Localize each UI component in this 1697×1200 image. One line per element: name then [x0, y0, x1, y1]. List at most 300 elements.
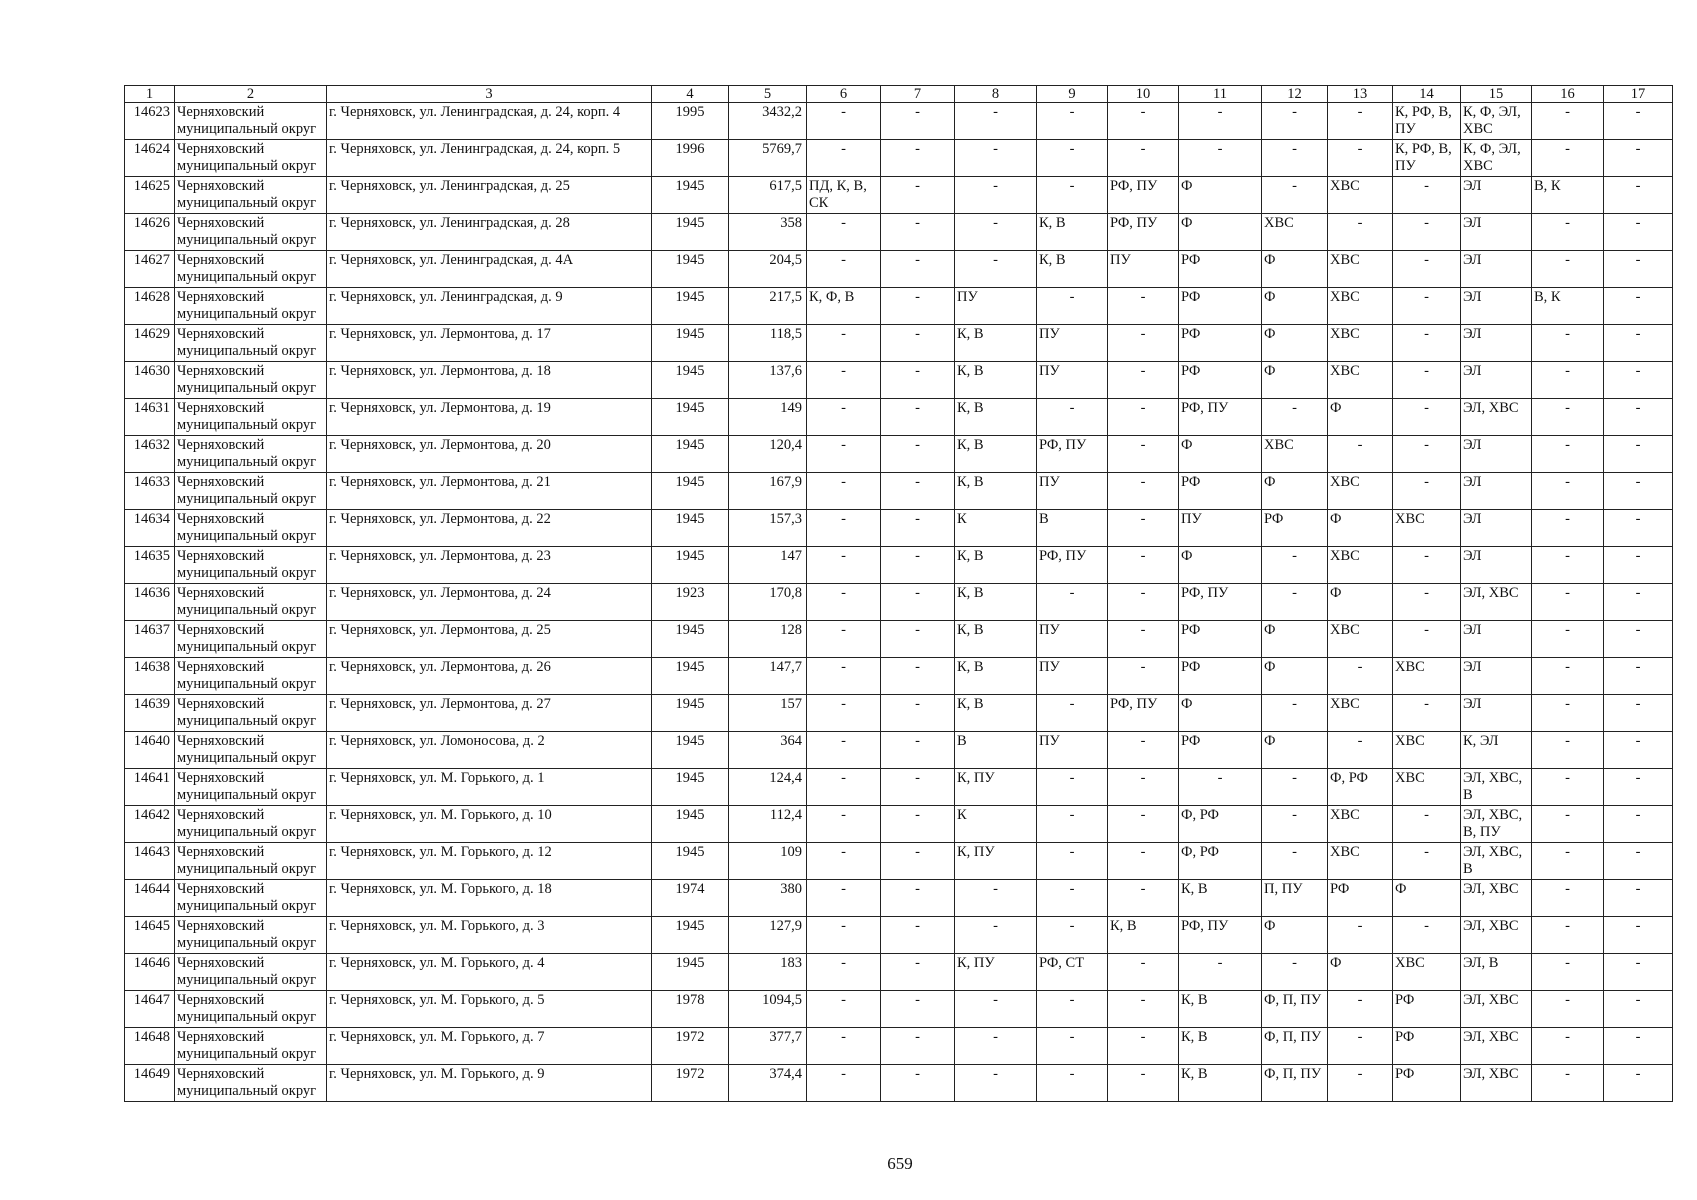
table-cell: - — [1532, 510, 1604, 547]
table-cell: К, В — [955, 325, 1037, 362]
table-cell: ЭЛ, ХВС — [1461, 991, 1532, 1028]
table-cell: Черняховский муниципальный округ — [175, 436, 327, 473]
table-cell: ЭЛ — [1461, 251, 1532, 288]
table-cell: г. Черняховск, ул. Лермонтова, д. 22 — [327, 510, 652, 547]
table-cell: - — [807, 954, 881, 991]
table-cell: 14630 — [125, 362, 175, 399]
table-cell: Черняховский муниципальный округ — [175, 362, 327, 399]
table-cell: ХВС — [1393, 769, 1461, 806]
table-cell: - — [881, 584, 955, 621]
table-cell: 1978 — [652, 991, 729, 1028]
table-cell: г. Черняховск, ул. М. Горького, д. 5 — [327, 991, 652, 1028]
table-cell: ПУ — [1037, 473, 1108, 510]
table-cell: - — [1108, 547, 1179, 584]
table-cell: К, В — [1179, 1065, 1262, 1102]
table-cell: - — [1604, 806, 1673, 843]
table-cell: Черняховский муниципальный округ — [175, 1065, 327, 1102]
table-row — [125, 547, 1673, 584]
table-cell: - — [807, 325, 881, 362]
table-cell: РФ — [1393, 1028, 1461, 1065]
table-cell: Ф — [1179, 214, 1262, 251]
table-cell: - — [807, 732, 881, 769]
table-cell: - — [955, 251, 1037, 288]
table-cell: - — [1108, 140, 1179, 177]
table-cell: 1945 — [652, 473, 729, 510]
table-cell: - — [1262, 177, 1328, 214]
table-cell: - — [1328, 658, 1393, 695]
table-cell: - — [1604, 1065, 1673, 1102]
table-cell: РФ — [1179, 621, 1262, 658]
table-cell: Черняховский муниципальный округ — [175, 732, 327, 769]
table-cell: ЭЛ — [1461, 325, 1532, 362]
table-cell: РФ, СТ — [1037, 954, 1108, 991]
column-header: 2 — [175, 86, 327, 103]
table-cell: - — [1604, 547, 1673, 584]
table-cell: - — [1532, 399, 1604, 436]
table-cell: - — [1604, 362, 1673, 399]
table-cell: - — [1037, 288, 1108, 325]
table-cell: Ф, П, ПУ — [1262, 1065, 1328, 1102]
table-cell: - — [1108, 954, 1179, 991]
table-cell: 1094,5 — [729, 991, 807, 1028]
table-cell: г. Черняховск, ул. М. Горького, д. 9 — [327, 1065, 652, 1102]
table-row — [125, 880, 1673, 917]
table-cell: 109 — [729, 843, 807, 880]
table-cell: 204,5 — [729, 251, 807, 288]
table-row — [125, 584, 1673, 621]
table-cell: 149 — [729, 399, 807, 436]
table-cell: ХВС — [1393, 954, 1461, 991]
table-cell: ХВС — [1328, 547, 1393, 584]
table-cell: К, В — [955, 621, 1037, 658]
table-cell: ХВС — [1328, 695, 1393, 732]
table-cell: - — [1108, 1065, 1179, 1102]
table-cell: К, В — [955, 362, 1037, 399]
column-header: 16 — [1532, 86, 1604, 103]
table-cell: ЭЛ, ХВС — [1461, 917, 1532, 954]
table-cell: - — [1604, 214, 1673, 251]
table-cell: РФ — [1179, 325, 1262, 362]
table-cell: Ф, П, ПУ — [1262, 991, 1328, 1028]
table-cell: - — [1604, 325, 1673, 362]
column-header: 15 — [1461, 86, 1532, 103]
table-cell: ЭЛ — [1461, 288, 1532, 325]
table-cell: - — [1179, 769, 1262, 806]
column-header: 10 — [1108, 86, 1179, 103]
table-header-row — [125, 86, 1673, 103]
table-cell: - — [807, 769, 881, 806]
table-cell: Черняховский муниципальный округ — [175, 547, 327, 584]
table-cell: 380 — [729, 880, 807, 917]
table-cell: РФ — [1179, 473, 1262, 510]
table-cell: ЭЛ — [1461, 510, 1532, 547]
table-cell: - — [1532, 658, 1604, 695]
table-cell: 1923 — [652, 584, 729, 621]
table-cell: - — [1037, 177, 1108, 214]
table-cell: РФ — [1179, 362, 1262, 399]
table-cell: В, К — [1532, 288, 1604, 325]
table-cell: РФ, ПУ — [1108, 214, 1179, 251]
table-cell: 1945 — [652, 954, 729, 991]
table-row — [125, 103, 1673, 140]
table-cell: Ф — [1179, 177, 1262, 214]
table-cell: - — [955, 214, 1037, 251]
table-cell: г. Черняховск, ул. Лермонтова, д. 19 — [327, 399, 652, 436]
table-cell: 14623 — [125, 103, 175, 140]
table-cell: РФ, ПУ — [1037, 547, 1108, 584]
table-cell: 1945 — [652, 658, 729, 695]
table-cell: ХВС — [1262, 214, 1328, 251]
table-cell: ЭЛ, ХВС, В — [1461, 769, 1532, 806]
table-row — [125, 362, 1673, 399]
table-row — [125, 436, 1673, 473]
table-cell: РФ — [1179, 251, 1262, 288]
table-cell: 1996 — [652, 140, 729, 177]
table-cell: РФ, ПУ — [1108, 695, 1179, 732]
table-cell: П, ПУ — [1262, 880, 1328, 917]
register-table — [124, 85, 1673, 1102]
table-cell: ХВС — [1393, 732, 1461, 769]
table-cell: - — [1604, 1028, 1673, 1065]
table-cell: - — [1604, 510, 1673, 547]
table-row — [125, 954, 1673, 991]
table-cell: Черняховский муниципальный округ — [175, 510, 327, 547]
table-cell: - — [955, 140, 1037, 177]
table-cell: г. Черняховск, ул. Лермонтова, д. 26 — [327, 658, 652, 695]
table-cell: - — [1328, 1065, 1393, 1102]
table-cell: Черняховский муниципальный округ — [175, 806, 327, 843]
table-cell: г. Черняховск, ул. Лермонтова, д. 20 — [327, 436, 652, 473]
table-cell: 1995 — [652, 103, 729, 140]
table-cell: Ф — [1179, 436, 1262, 473]
table-cell: - — [881, 251, 955, 288]
table-cell: 14635 — [125, 547, 175, 584]
table-cell: г. Черняховск, ул. М. Горького, д. 4 — [327, 954, 652, 991]
table-cell: - — [1262, 103, 1328, 140]
table-cell: - — [1532, 436, 1604, 473]
table-cell: - — [1262, 954, 1328, 991]
table-cell: - — [1393, 547, 1461, 584]
table-cell: - — [1328, 1028, 1393, 1065]
table-cell: Ф — [1262, 325, 1328, 362]
table-cell: г. Черняховск, ул. Ленинградская, д. 25 — [327, 177, 652, 214]
table-cell: - — [955, 177, 1037, 214]
table-cell: - — [1037, 1028, 1108, 1065]
table-cell: РФ, ПУ — [1179, 584, 1262, 621]
table-cell: Ф — [1328, 954, 1393, 991]
table-cell: 1945 — [652, 177, 729, 214]
table-cell: 1945 — [652, 288, 729, 325]
table-cell: К, Ф, В — [807, 288, 881, 325]
table-row — [125, 1028, 1673, 1065]
table-cell: 1974 — [652, 880, 729, 917]
column-header: 6 — [807, 86, 881, 103]
column-header: 7 — [881, 86, 955, 103]
table-cell: - — [1604, 695, 1673, 732]
table-row — [125, 251, 1673, 288]
table-cell: г. Черняховск, ул. Лермонтова, д. 21 — [327, 473, 652, 510]
table-cell: К, В — [955, 658, 1037, 695]
table-cell: К, В — [1179, 880, 1262, 917]
table-cell: ЭЛ — [1461, 695, 1532, 732]
table-cell: - — [1328, 103, 1393, 140]
table-cell: - — [1532, 325, 1604, 362]
table-cell: Черняховский муниципальный округ — [175, 991, 327, 1028]
table-cell: 1945 — [652, 547, 729, 584]
table-cell: К, В — [1037, 214, 1108, 251]
table-cell: 1945 — [652, 843, 729, 880]
table-cell: К — [955, 510, 1037, 547]
table-cell: - — [1604, 103, 1673, 140]
table-cell: Черняховский муниципальный округ — [175, 177, 327, 214]
table-cell: 217,5 — [729, 288, 807, 325]
table-cell: г. Черняховск, ул. Лермонтова, д. 27 — [327, 695, 652, 732]
table-cell: 14649 — [125, 1065, 175, 1102]
table-cell: Черняховский муниципальный округ — [175, 473, 327, 510]
table-cell: РФ — [1179, 288, 1262, 325]
table-cell: - — [1604, 584, 1673, 621]
table-cell: - — [1532, 140, 1604, 177]
table-cell: - — [1393, 584, 1461, 621]
table-cell: - — [1604, 917, 1673, 954]
table-cell: 1945 — [652, 399, 729, 436]
column-header: 11 — [1179, 86, 1262, 103]
table-cell: К, В — [955, 436, 1037, 473]
table-row — [125, 843, 1673, 880]
table-cell: - — [1328, 140, 1393, 177]
table-cell: - — [1179, 954, 1262, 991]
table-cell: - — [1108, 732, 1179, 769]
table-cell: 14644 — [125, 880, 175, 917]
table-cell: - — [807, 399, 881, 436]
table-cell: - — [1604, 399, 1673, 436]
table-cell: 14643 — [125, 843, 175, 880]
table-cell: - — [1108, 362, 1179, 399]
table-cell: - — [881, 140, 955, 177]
table-cell: - — [807, 880, 881, 917]
table-cell: 364 — [729, 732, 807, 769]
table-cell: Ф — [1262, 917, 1328, 954]
table-cell: - — [881, 954, 955, 991]
table-cell: - — [1532, 473, 1604, 510]
table-cell: ЭЛ, ХВС, В — [1461, 843, 1532, 880]
table-cell: - — [807, 695, 881, 732]
column-header: 4 — [652, 86, 729, 103]
table-cell: - — [1393, 917, 1461, 954]
table-cell: 1945 — [652, 325, 729, 362]
table-cell: - — [807, 510, 881, 547]
table-cell: - — [881, 843, 955, 880]
table-cell: - — [881, 917, 955, 954]
table-cell: - — [1037, 399, 1108, 436]
table-cell: - — [1532, 991, 1604, 1028]
column-header: 17 — [1604, 86, 1673, 103]
table-cell: К, ПУ — [955, 843, 1037, 880]
table-cell: ХВС — [1328, 362, 1393, 399]
table-cell: - — [807, 1065, 881, 1102]
table-cell: РФ — [1393, 1065, 1461, 1102]
table-cell: - — [1393, 399, 1461, 436]
table-cell: г. Черняховск, ул. Лермонтова, д. 24 — [327, 584, 652, 621]
table-cell: - — [1037, 880, 1108, 917]
table-cell: Ф — [1179, 695, 1262, 732]
table-cell: - — [1108, 584, 1179, 621]
table-cell: Черняховский муниципальный округ — [175, 917, 327, 954]
table-cell: - — [1532, 880, 1604, 917]
table-cell: РФ — [1262, 510, 1328, 547]
table-cell: - — [1532, 695, 1604, 732]
column-header: 14 — [1393, 86, 1461, 103]
table-row — [125, 1065, 1673, 1102]
table-cell: ПУ — [1108, 251, 1179, 288]
table-cell: РФ — [1328, 880, 1393, 917]
table-cell: Ф — [1328, 584, 1393, 621]
table-cell: - — [1604, 843, 1673, 880]
table-row — [125, 473, 1673, 510]
table-cell: 617,5 — [729, 177, 807, 214]
table-cell: - — [1604, 140, 1673, 177]
table-cell: - — [807, 843, 881, 880]
table-cell: 14628 — [125, 288, 175, 325]
table-cell: - — [1262, 399, 1328, 436]
table-cell: г. Черняховск, ул. Ломоносова, д. 2 — [327, 732, 652, 769]
table-cell: - — [1532, 732, 1604, 769]
table-cell: К, ЭЛ — [1461, 732, 1532, 769]
table-cell: - — [1532, 251, 1604, 288]
table-cell: 137,6 — [729, 362, 807, 399]
table-cell: 14632 — [125, 436, 175, 473]
table-cell: - — [1037, 584, 1108, 621]
table-cell: - — [1108, 806, 1179, 843]
table-row — [125, 732, 1673, 769]
table-row — [125, 621, 1673, 658]
table-cell: - — [1179, 103, 1262, 140]
table-cell: Черняховский муниципальный округ — [175, 103, 327, 140]
table-cell: - — [1604, 732, 1673, 769]
table-row — [125, 288, 1673, 325]
column-header: 9 — [1037, 86, 1108, 103]
table-cell: г. Черняховск, ул. М. Горького, д. 1 — [327, 769, 652, 806]
table-cell: 374,4 — [729, 1065, 807, 1102]
table-cell: - — [881, 103, 955, 140]
table-cell: - — [1108, 880, 1179, 917]
table-cell: Черняховский муниципальный округ — [175, 584, 327, 621]
table-cell: - — [955, 917, 1037, 954]
table-cell: - — [881, 880, 955, 917]
table-cell: ПД, К, В, СК — [807, 177, 881, 214]
table-cell: Ф — [1328, 399, 1393, 436]
table-row — [125, 917, 1673, 954]
table-cell: ЭЛ — [1461, 436, 1532, 473]
table-cell: 1945 — [652, 251, 729, 288]
table-cell: - — [1262, 547, 1328, 584]
table-cell: - — [955, 1028, 1037, 1065]
column-header: 8 — [955, 86, 1037, 103]
table-cell: 147 — [729, 547, 807, 584]
table-cell: ПУ — [1179, 510, 1262, 547]
table-cell: 1945 — [652, 769, 729, 806]
table-cell: Черняховский муниципальный округ — [175, 325, 327, 362]
table-cell: РФ, ПУ — [1179, 399, 1262, 436]
table-cell: ХВС — [1328, 621, 1393, 658]
table-cell: 1945 — [652, 214, 729, 251]
table-cell: ХВС — [1328, 843, 1393, 880]
table-cell: Ф — [1328, 510, 1393, 547]
table-cell: 1945 — [652, 917, 729, 954]
table-cell: - — [1393, 214, 1461, 251]
table-cell: ЭЛ — [1461, 473, 1532, 510]
table-cell: 377,7 — [729, 1028, 807, 1065]
table-cell: 14637 — [125, 621, 175, 658]
table-cell: - — [1393, 325, 1461, 362]
table-cell: 14633 — [125, 473, 175, 510]
table-cell: ПУ — [1037, 362, 1108, 399]
table-cell: К, В — [955, 473, 1037, 510]
table-cell: 1945 — [652, 806, 729, 843]
table-cell: г. Черняховск, ул. Ленинградская, д. 24, корп. 4 — [327, 103, 652, 140]
table-cell: ХВС — [1328, 806, 1393, 843]
table-cell: РФ, ПУ — [1108, 177, 1179, 214]
table-cell: - — [807, 362, 881, 399]
table-cell: - — [1262, 769, 1328, 806]
table-cell: РФ, ПУ — [1179, 917, 1262, 954]
table-cell: - — [1393, 843, 1461, 880]
table-cell: - — [1108, 510, 1179, 547]
table-cell: Черняховский муниципальный округ — [175, 954, 327, 991]
table-cell: - — [1393, 473, 1461, 510]
table-row — [125, 806, 1673, 843]
table-cell: РФ — [1393, 991, 1461, 1028]
table-cell: - — [1393, 177, 1461, 214]
table-cell: 14639 — [125, 695, 175, 732]
table-cell: ЭЛ, ХВС — [1461, 1065, 1532, 1102]
table-cell: РФ — [1179, 658, 1262, 695]
table-cell: - — [1108, 288, 1179, 325]
table-cell: - — [1393, 288, 1461, 325]
table-cell: г. Черняховск, ул. Ленинградская, д. 28 — [327, 214, 652, 251]
table-cell: - — [1532, 1065, 1604, 1102]
table-cell: ХВС — [1328, 473, 1393, 510]
table-cell: 1972 — [652, 1065, 729, 1102]
table-cell: - — [1037, 843, 1108, 880]
table-cell: К, В — [955, 584, 1037, 621]
table-cell: - — [1604, 177, 1673, 214]
table-cell: Ф, РФ — [1328, 769, 1393, 806]
table-cell: - — [1108, 991, 1179, 1028]
table-cell: 1945 — [652, 732, 729, 769]
table-cell: - — [807, 140, 881, 177]
table-cell: К, В — [955, 695, 1037, 732]
table-cell: - — [1108, 325, 1179, 362]
table-cell: - — [1037, 991, 1108, 1028]
table-cell: - — [1532, 843, 1604, 880]
table-cell: 14626 — [125, 214, 175, 251]
table-cell: - — [807, 658, 881, 695]
table-cell: ХВС — [1328, 251, 1393, 288]
table-cell: Черняховский муниципальный округ — [175, 658, 327, 695]
table-body — [125, 103, 1673, 1102]
table-cell: - — [1532, 584, 1604, 621]
table-cell: - — [1604, 436, 1673, 473]
table-cell: - — [1262, 140, 1328, 177]
table-cell: - — [807, 621, 881, 658]
table-cell: 183 — [729, 954, 807, 991]
table-cell: Черняховский муниципальный округ — [175, 399, 327, 436]
table-cell: Черняховский муниципальный округ — [175, 214, 327, 251]
table-row — [125, 510, 1673, 547]
table-cell: В — [1037, 510, 1108, 547]
table-row — [125, 214, 1673, 251]
